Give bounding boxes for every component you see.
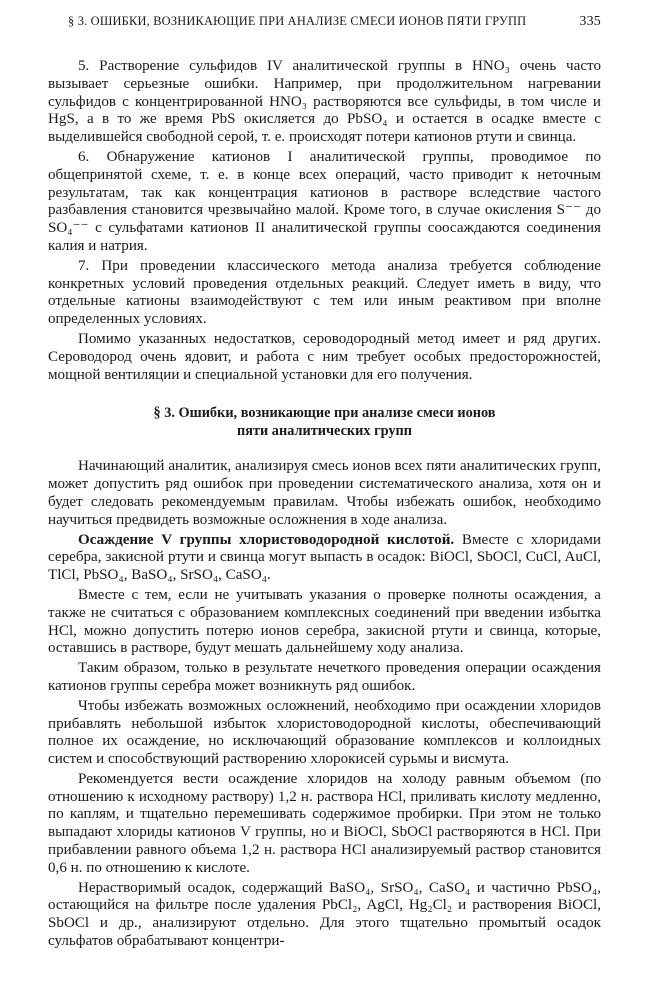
running-head-title: § 3. ОШИБКИ, ВОЗНИКАЮЩИЕ ПРИ АНАЛИЗЕ СМЕСИ ИОНОВ ПЯТИ ГРУПП	[68, 14, 527, 28]
paragraph-precipitation-completeness: Вместе с тем, если не учитывать указания о проверке полноты осаждения, а также не считаться с образованием комплексных соединений при введении избытка HCl, можно допустить потерю ионов серебра, закисной ртути и свинца, которые, оставшись в растворе, будут мешать дальнейшему ходу анализа.	[48, 586, 601, 657]
paragraph-lead-title: Осаждение V группы хлористоводородной кислотой.	[78, 531, 455, 548]
page-number: 335	[579, 14, 601, 29]
paragraph-item-7: 7. При проведении классического метода анализа требуется соблюдение конкретных условий проведения отдельных реакций. Следует иметь в виду, что отдельные катионы взаимодействуют с тем или иным реактивом при вполне определенных условиях.	[48, 257, 601, 328]
paragraph-recommendation: Рекомендуется вести осаждение хлоридов на холоду равным объемом (по отношению к исходному раствору) 1,2 н. раствора HCl, приливать кислоту медленно, по каплям, и тщательно перемешивать содержимое пробирки. При этом не только выпадают хлориды катионов V группы, но и BiOCl, SbOCl растворяются в HCl. При прибавлении равного объема 1,2 н. раствора HCl анализируемый раствор становится 0,6 н. по отношению к кислоте.	[48, 770, 601, 876]
running-head	[68, 14, 601, 30]
paragraph-errors-summary: Таким образом, только в результате нечеткого проведения операции осаждения катионов группы серебра может возникнуть ряд ошибок.	[48, 660, 601, 694]
paragraph-insoluble-residue: Нерастворимый осадок, содержащий BaSO₄, SrSO₄, CaSO₄ и частично PbSO₄, остающийся на фильтре после удаления PbCl₂, AgCl, Hg₂Cl₂ и растворения BiOCl, SbOCl и др., анализируют отдельно. Для этого тщательно промытый осадок сульфатов обрабатывают концентри-	[48, 879, 601, 950]
section-heading	[48, 404, 601, 440]
paragraph-item-5: 5. Растворение сульфидов IV аналитической группы в HNO₃ очень часто вызывает серьезные ошибки. Например, при продолжительном нагревании сульфидов с концентрированной HNO₃ растворяются все сульфиды, в том числе и HgS, а в то же время PbS окисляется до PbSO₄ и остается в осадке вместе с выделившейся свободной серой, т. е. происходят потери катионов ртути и свинца.	[48, 58, 601, 146]
paragraph-group-v-precipitation	[48, 532, 601, 585]
paragraph-item-6: 6. Обнаружение катионов I аналитической группы, проводимое по общепринятой схеме, т. е. в конце всех операций, часто приводит к неточным результатам, так как концентрация катионов в растворе вследствие частого разбавления становится чрезвычайно малой. Кроме того, в случае окисления S⁻⁻ до SO₄⁻⁻ с сульфатами катионов II аналитической группы соосаждаются соединения калия и натрия.	[48, 148, 601, 254]
section-heading-line-1: § 3. Ошибки, возникающие при анализе смеси ионов	[153, 405, 496, 422]
page-body	[48, 58, 601, 951]
section-heading-line-2: пяти аналитических групп	[237, 423, 412, 440]
paragraph-intro: Начинающий аналитик, анализируя смесь ионов всех пяти аналитических групп, может допустить ряд ошибок при проведении систематического анализа, хотя он и будет следовать рекомендуемым правилам. Чтобы избежать ошибок, необходимо научиться предвидеть возможные осложнения в ходе анализа.	[48, 458, 601, 528]
paragraph-lead-text: Вместе с хлоридами серебра, закисной ртути и свинца могут выпасть в осадок: BiOCl, SbOCl, CuCl, AuCl, TlCl, PbSO₄, BaSO₄, SrSO₄, CaSO₄.	[48, 531, 602, 584]
paragraph-other-drawbacks: Помимо указанных недостатков, сероводородный метод имеет и ряд других. Сероводород очень ядовит, и работа с ним требует особых предосторожностей, мощной вентиляции и специальной установки для его получения.	[48, 330, 601, 383]
paragraph-avoid-complications: Чтобы избежать возможных осложнений, необходимо при осаждении хлоридов прибавлять небольшой избыток хлористоводородной кислоты, обеспечивающий полное их осаждение, но исключающий образование комплексов и коллоидных систем и способствующий растворению хлорокисей сурьмы и висмута.	[48, 697, 601, 768]
